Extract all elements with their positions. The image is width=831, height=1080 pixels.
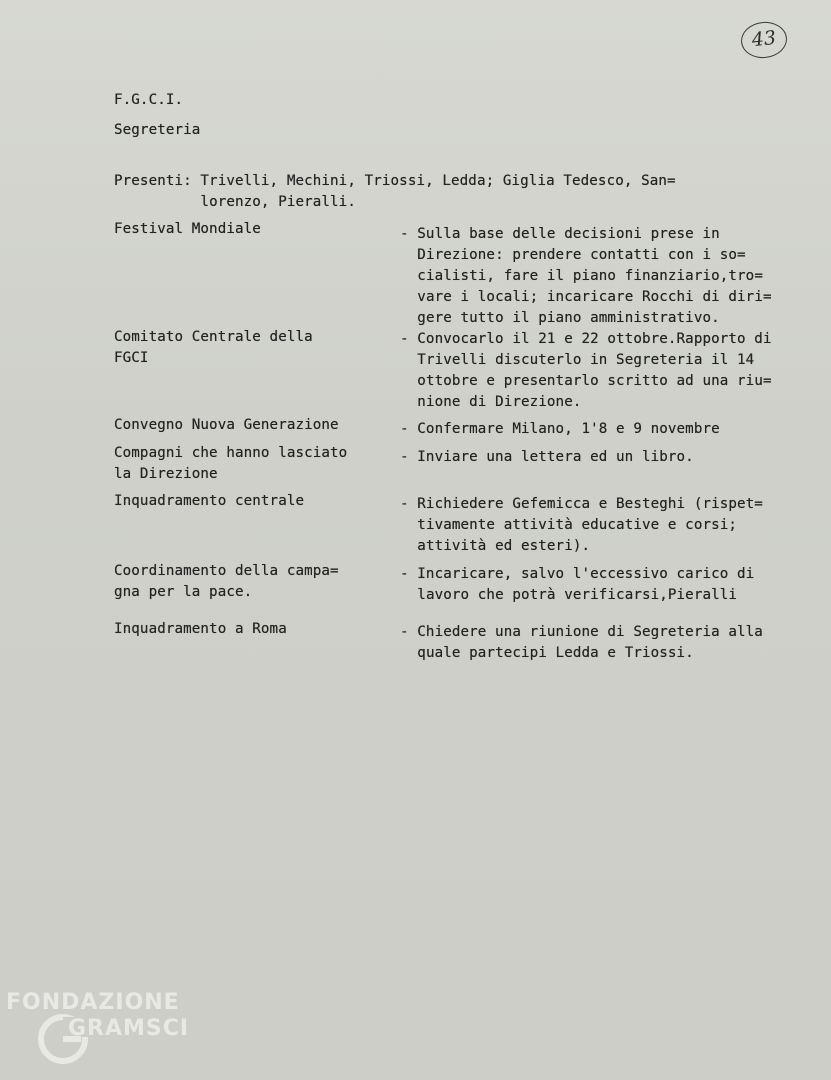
agenda-topic-inquadramento-centrale: Inquadramento centrale bbox=[114, 493, 305, 509]
handwritten-page-number: 43 bbox=[739, 20, 789, 61]
agenda-topic-inquadramento-roma: Inquadramento a Roma bbox=[114, 621, 287, 637]
department-header: Segreteria bbox=[114, 122, 201, 138]
watermark-line2: GRAMSCI bbox=[68, 1016, 190, 1041]
agenda-topic-festival: Festival Mondiale bbox=[114, 221, 261, 237]
agenda-topic-compagni: Compagni che hanno lasciato la Direzione bbox=[114, 445, 348, 482]
agenda-decision-festival: - Sulla base delle decisioni prese in Direzione: prendere contatti con i so= cialisti, fare il piano finanziario,tro= vare i locali; incaricare Rocchi di diri= gere tutto il piano amministrativo. bbox=[400, 226, 772, 326]
agenda-decision-inquadramento-roma: - Chiedere una riunione di Segreteria alla quale partecipi Ledda e Triossi. bbox=[400, 624, 763, 661]
agenda-decision-inquadramento-centrale: - Richiedere Gefemicca e Besteghi (rispet= tivamente attività educative e corsi; attività ed esteri). bbox=[400, 496, 763, 554]
organization-header: F.G.C.I. bbox=[114, 92, 184, 108]
agenda-decision-coordinamento: - Incaricare, salvo l'eccessivo carico di lavoro che potrà verificarsi,Pieralli bbox=[400, 566, 755, 603]
attendees-list: Presenti: Trivelli, Mechini, Triossi, Ledda; Giglia Tedesco, San= lorenzo, Pieralli. bbox=[114, 173, 676, 210]
agenda-topic-coordinamento: Coordinamento della campa= gna per la pace. bbox=[114, 563, 339, 600]
agenda-decision-convegno: - Confermare Milano, 1'8 e 9 novembre bbox=[400, 421, 720, 437]
agenda-decision-comitato: - Convocarlo il 21 e 22 ottobre.Rapporto di Trivelli discuterlo in Segreteria il 14 ottobre e presentarlo scritto ad una riu= nione di Direzione. bbox=[400, 331, 772, 410]
agenda-topic-comitato: Comitato Centrale della FGCI bbox=[114, 329, 313, 366]
fondazione-gramsci-watermark bbox=[6, 990, 226, 1070]
agenda-topic-convegno: Convegno Nuova Generazione bbox=[114, 417, 339, 433]
agenda-decision-compagni: - Inviare una lettera ed un libro. bbox=[400, 449, 694, 465]
watermark-line1: FONDAZIONE bbox=[6, 990, 180, 1015]
